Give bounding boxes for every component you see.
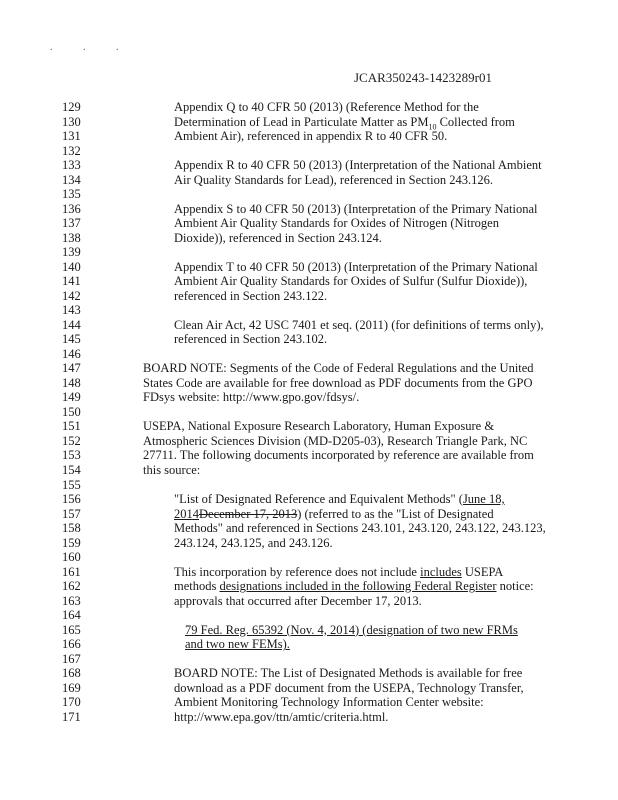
line-text-segment: Ambient Air), referenced in appendix R to 40 CFR 50.: [174, 129, 448, 144]
line-text-segment: Air Quality Standards for Lead), referenced in Section 243.126.: [174, 172, 493, 187]
line-text: [143, 463, 200, 477]
line-number: 147: [62, 361, 81, 376]
line-text-segment: Appendix Q to 40 CFR 50 (2013) (Reference Method for the: [174, 100, 479, 114]
line-number: 146: [62, 346, 81, 361]
document-line: [0, 536, 618, 550]
line-number: 167: [62, 651, 81, 666]
document-line: [0, 405, 618, 419]
line-number: 151: [62, 419, 81, 434]
line-text: [174, 318, 544, 332]
line-text: [174, 158, 542, 172]
document-line: [0, 463, 618, 477]
document-line: [0, 245, 618, 259]
line-text: [174, 492, 505, 506]
line-text: [174, 173, 493, 187]
line-number: 133: [62, 158, 81, 173]
document-line: [0, 478, 618, 492]
line-number: 148: [62, 375, 81, 390]
line-text: [174, 594, 422, 608]
line-number: 139: [62, 245, 81, 260]
document-line: [0, 274, 618, 288]
line-text-segment: States Code are available for free download as PDF documents from the GPO: [143, 375, 533, 390]
line-number: 135: [62, 187, 81, 202]
line-number: 166: [62, 637, 81, 652]
line-text-segment: Appendix R to 40 CFR 50 (2013) (Interpretation of the National Ambient: [174, 158, 542, 173]
line-text-segment: Ambient Air Quality Standards for Oxides of Nitrogen (Nitrogen: [174, 216, 499, 231]
line-number: 171: [62, 709, 81, 724]
inserted-text: designations included in the following Federal Register: [219, 579, 497, 594]
document-line: [0, 187, 618, 201]
line-number: 138: [62, 230, 81, 245]
line-text-segment: http://www.epa.gov/ttn/amtic/criteria.html.: [174, 709, 389, 724]
line-text: [143, 434, 527, 448]
document-line: [0, 565, 618, 579]
line-number: 136: [62, 201, 81, 216]
line-text-segment: referenced in Section 243.122.: [174, 288, 328, 303]
line-number: 129: [62, 100, 81, 114]
line-text: [174, 289, 327, 303]
line-number: 143: [62, 303, 81, 318]
document-line: [0, 376, 618, 390]
line-text-segment: USEPA, National Exposure Research Laboratory, Human Exposure &: [143, 419, 495, 434]
line-number: 164: [62, 608, 81, 623]
document-line: [0, 594, 618, 608]
line-number: 168: [62, 666, 81, 681]
line-text-segment: FDsys website: http://www.gpo.gov/fdsys/.: [143, 390, 360, 405]
line-text-segment: Appendix T to 40 CFR 50 (2013) (Interpretation of the Primary National: [174, 259, 538, 274]
line-number: 157: [62, 506, 81, 521]
line-number: 163: [62, 593, 81, 608]
line-number: 144: [62, 317, 81, 332]
line-text-segment: download as a PDF document from the USEPA, Technology Transfer,: [174, 680, 524, 695]
line-text-segment: 27711. The following documents incorporated by reference are available from: [143, 448, 534, 463]
line-text-segment: Collected from: [436, 114, 515, 129]
document-line: [0, 419, 618, 433]
line-number: 159: [62, 535, 81, 550]
document-line: [0, 695, 618, 709]
line-text-segment: this source:: [143, 463, 201, 477]
line-text-segment: Appendix S to 40 CFR 50 (2013) (Interpretation of the Primary National: [174, 201, 538, 216]
document-code-header: JCAR350243-1423289r01: [354, 70, 492, 85]
line-number: 154: [62, 463, 81, 477]
line-number: 141: [62, 274, 81, 289]
line-number: 145: [62, 332, 81, 347]
line-text-segment: approvals that occurred after December 17, 2013.: [174, 593, 422, 608]
line-number: 131: [62, 129, 81, 144]
line-number: 155: [62, 477, 81, 492]
inserted-text: 2014: [174, 506, 199, 521]
line-text: [174, 666, 522, 680]
line-text: [143, 376, 532, 390]
line-text-segment: Dioxide)), referenced in Section 243.124.: [174, 230, 382, 245]
line-text: [174, 710, 388, 724]
line-number: 160: [62, 550, 81, 565]
line-number: 140: [62, 259, 81, 274]
document-line: [0, 144, 618, 158]
line-text: [174, 274, 527, 288]
page-corner-marks: . . .: [50, 42, 133, 53]
document-line: [0, 129, 618, 143]
document-line: [0, 550, 618, 564]
document-line: [0, 507, 618, 521]
line-text: [143, 448, 534, 462]
document-line: [0, 608, 618, 622]
line-number: 170: [62, 695, 81, 710]
line-number: 152: [62, 433, 81, 448]
line-text-segment: Ambient Air Quality Standards for Oxides of Sulfur (Sulfur Dioxide)),: [174, 274, 528, 289]
document-line: [0, 710, 618, 724]
line-number: 162: [62, 579, 81, 594]
line-text-segment: BOARD NOTE: Segments of the Code of Federal Regulations and the United: [143, 361, 534, 376]
document-line: [0, 332, 618, 346]
line-number: 156: [62, 492, 81, 507]
line-text-segment: "List of Designated Reference and Equivalent Methods" (: [174, 492, 463, 507]
deleted-text: December 17, 2013: [199, 506, 298, 521]
line-number: 132: [62, 143, 81, 158]
document-line: [0, 652, 618, 666]
line-text: [174, 521, 546, 535]
line-text-segment: Determination of Lead in Particulate Matter as PM: [174, 114, 429, 129]
line-text-segment: Clean Air Act, 42 USC 7401 et seq. (2011) (for definitions of terms only),: [174, 317, 544, 332]
line-text-segment: Ambient Monitoring Technology Information Center website:: [174, 695, 484, 710]
line-text-segment: This incorporation by reference does not include: [174, 564, 421, 579]
document-line: [0, 289, 618, 303]
line-text-segment: Atmospheric Sciences Division (MD-D205-03), Research Triangle Park, NC: [143, 433, 528, 448]
line-text: [174, 536, 333, 550]
line-text: [174, 202, 537, 216]
document-line: [0, 318, 618, 332]
line-text-segment: methods: [174, 579, 220, 594]
line-number: 158: [62, 521, 81, 536]
line-number: 142: [62, 288, 81, 303]
line-text: [174, 565, 503, 579]
document-line: [0, 216, 618, 230]
document-line: [0, 202, 618, 216]
line-number: 165: [62, 622, 81, 637]
line-number: 137: [62, 216, 81, 231]
document-line: [0, 448, 618, 462]
line-text: [143, 419, 494, 433]
line-text-segment: Methods" and referenced in Sections 243.101, 243.120, 243.122, 243.123,: [174, 521, 546, 536]
line-text: [143, 361, 534, 375]
line-text: [174, 129, 447, 143]
document-line: [0, 361, 618, 375]
line-number: 130: [62, 114, 81, 129]
document-line: [0, 623, 618, 637]
subscript-text: 10: [428, 122, 437, 132]
line-text: [174, 579, 534, 593]
line-text-segment: referenced in Section 243.102.: [174, 332, 328, 347]
document-line: [0, 173, 618, 187]
line-text: [174, 100, 479, 114]
line-text: [174, 695, 484, 709]
document-line: [0, 231, 618, 245]
line-number: 161: [62, 564, 81, 579]
inserted-text: 79 Fed. Reg. 65392 (Nov. 4, 2014) (designation of two new FRMs: [185, 622, 518, 637]
line-number: 150: [62, 404, 81, 419]
document-line: [0, 666, 618, 680]
line-text: [174, 681, 524, 695]
inserted-text: June 18,: [462, 492, 505, 507]
line-text-segment: USEPA: [461, 564, 504, 579]
line-text: [185, 623, 518, 637]
line-text: [174, 332, 327, 346]
document-line: [0, 347, 618, 361]
line-text: [174, 216, 499, 230]
line-text-segment: ) (referred to as the "List of Designated: [297, 506, 494, 521]
document-line: [0, 681, 618, 695]
line-text: [174, 260, 538, 274]
document-line: [0, 579, 618, 593]
document-line: [0, 521, 618, 535]
document-line: [0, 434, 618, 448]
document-line: [0, 100, 618, 114]
inserted-text: includes: [420, 564, 462, 579]
line-text-segment: BOARD NOTE: The List of Designated Methods is available for free: [174, 666, 523, 681]
line-number: 134: [62, 172, 81, 187]
line-text-segment: notice:: [496, 579, 534, 594]
line-number: 149: [62, 390, 81, 405]
line-text-segment: 243.124, 243.125, and 243.126.: [174, 535, 333, 550]
line-text: [174, 231, 382, 245]
line-number: 169: [62, 680, 81, 695]
document-line: [0, 492, 618, 506]
line-text: [174, 507, 494, 521]
document-line: [0, 637, 618, 651]
document-line: [0, 158, 618, 172]
document-line: [0, 260, 618, 274]
line-number: 153: [62, 448, 81, 463]
line-text: [143, 390, 359, 404]
document-line: [0, 303, 618, 317]
line-text: [185, 637, 290, 651]
document-line: [0, 390, 618, 404]
inserted-text: and two new FEMs).: [185, 637, 290, 652]
document-line: [0, 114, 618, 132]
